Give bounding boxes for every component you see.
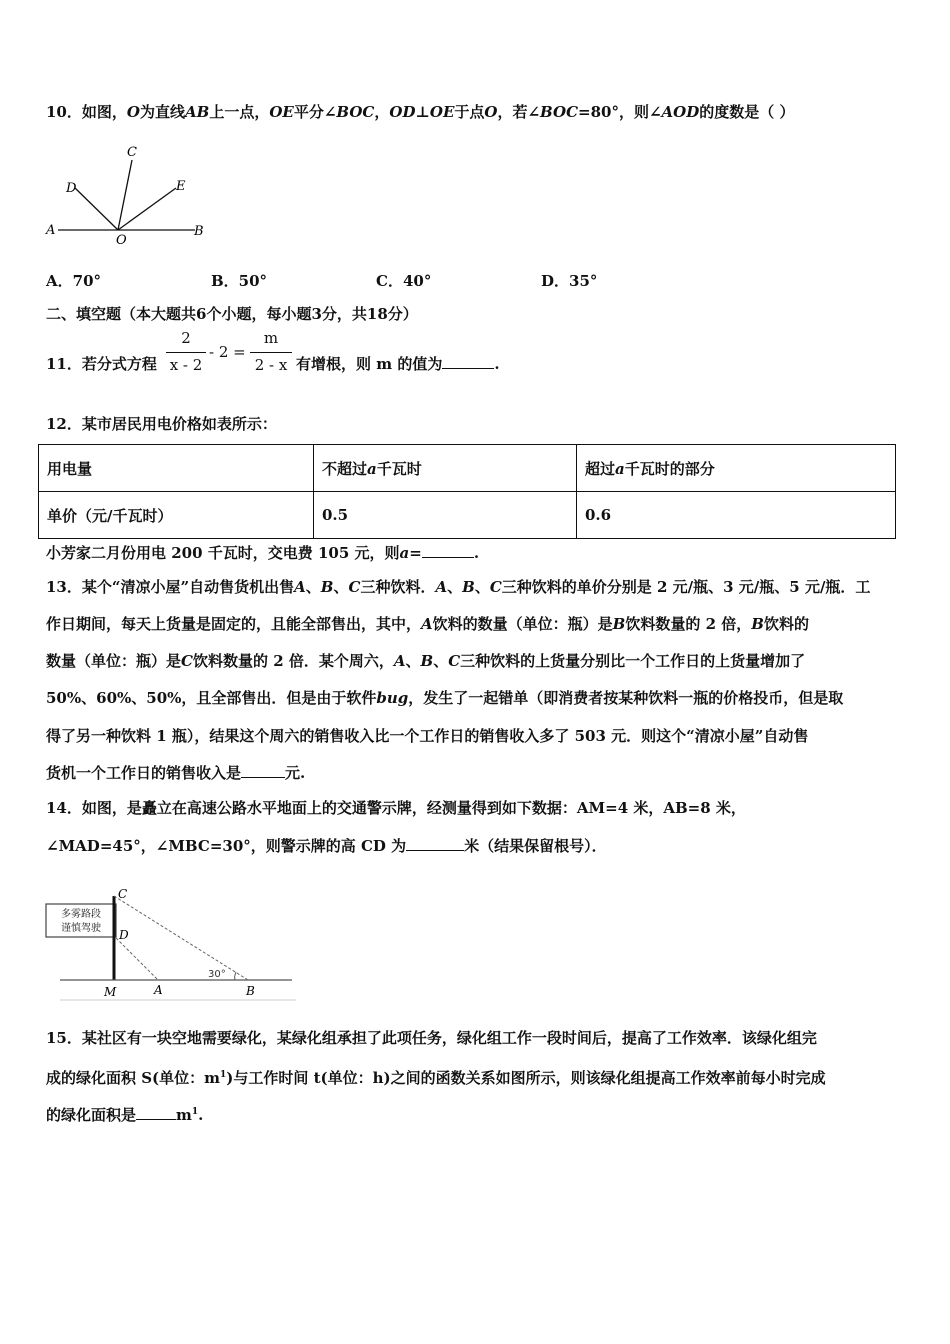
q13-line3: [46, 651, 805, 671]
q10-var: OE: [429, 103, 455, 121]
q13-text: 三种饮料的上货量分别比一个工作日的上货量增加了: [460, 652, 806, 670]
ray-oc: [118, 160, 132, 230]
q11-frac1-bar: [166, 352, 206, 353]
q10-text: 的度数是（ ）: [699, 103, 795, 121]
q12-text: 小芳家二月份用电 200 千瓦时，交电费 105 元，则: [46, 544, 400, 562]
q13-var: B: [462, 578, 475, 596]
q13-text: 饮料数量的 2 倍，: [625, 615, 752, 633]
q13-text: 饮料的数量（单位：瓶）是: [432, 615, 613, 633]
q13-text: 、: [433, 652, 449, 670]
q13-var: B: [751, 615, 764, 633]
q11-text: 若分式方程: [81, 355, 157, 373]
q14-text: 米（结果保留根号）．: [464, 837, 607, 855]
q10-text: 于点: [454, 103, 485, 121]
q13-text: 、: [447, 578, 463, 596]
q11-middle: - 2 =: [209, 343, 246, 361]
cell-text: 千瓦时: [376, 459, 422, 478]
q14-answer-blank[interactable]: [406, 836, 464, 851]
q11-text: .: [494, 355, 500, 373]
q13-var: C: [489, 578, 502, 596]
sign-text-1: 多雾路段: [61, 909, 101, 920]
q13-line4: [46, 688, 843, 708]
table-cell: 0.5: [314, 492, 577, 539]
q13-text: ，发生了一起错单（即消费者按某种饮料一瓶的价格投币，但是取: [408, 689, 844, 707]
q13-var: bug: [376, 689, 409, 707]
q11-number: 11．: [46, 355, 82, 373]
label-a: A: [154, 983, 163, 997]
q12-answer-blank[interactable]: [422, 543, 474, 558]
q13-var: A: [393, 652, 406, 670]
q13-var: B: [420, 652, 434, 670]
cell-text: 超过: [585, 459, 616, 478]
q10-var: OE: [269, 103, 294, 121]
q15-sup: 1: [220, 1070, 227, 1080]
q12-var: a: [399, 544, 410, 562]
q13-text: 、: [305, 578, 321, 596]
q13-text: 、: [333, 578, 349, 596]
q12-text: =: [409, 544, 422, 562]
label-b: B: [246, 984, 255, 998]
q13-text: 三种饮料．: [360, 578, 436, 596]
q14-line2: [46, 836, 607, 856]
q10-option-c[interactable]: C．40°: [376, 272, 432, 290]
cell-text: 不超过: [322, 459, 368, 478]
label-m: M: [104, 985, 117, 999]
q15-sup: 1: [191, 1107, 199, 1117]
q10-text: ，: [374, 103, 390, 121]
label-c: C: [118, 887, 128, 901]
label-d: D: [66, 181, 77, 196]
q12-text: .: [473, 544, 480, 562]
q11-frac2-num: m: [263, 329, 279, 347]
q13-var: C: [448, 652, 461, 670]
q13-text: 、: [474, 578, 490, 596]
q13-text: 饮料数量的 2 倍．某个周六，: [192, 652, 394, 670]
q15-line1: 15．某社区有一块空地需要绿化，某绿化组承担了此项任务，绿化组工作一段时间后，提高了工作效率．该绿化组完: [46, 1029, 817, 1047]
q11-frac1-den: x - 2: [169, 356, 203, 374]
q10-number: 10．: [46, 103, 82, 121]
q15-line2: [46, 1065, 826, 1088]
q13-var: B: [320, 578, 334, 596]
q13-text: 13．某个“清凉小屋”自动售货机出售: [46, 578, 295, 596]
q13-var: C: [181, 652, 193, 670]
q13-var: A: [421, 615, 433, 633]
q13-var: A: [294, 578, 306, 596]
q13-text: 50%、60%、50%，且全部售出．但是由于软件: [46, 689, 377, 707]
q10-var: OD: [389, 103, 416, 121]
q13-text: 数量（单位：瓶）是: [46, 652, 182, 670]
q10-var: AOD: [661, 103, 700, 121]
ray-od: [75, 188, 118, 230]
cell-var: a: [367, 459, 377, 478]
q13-var: A: [435, 578, 448, 596]
q13-line1: [46, 577, 870, 597]
q15-text: 的绿化面积是: [46, 1106, 137, 1124]
q10-var: O: [484, 103, 498, 121]
table-cell: 单价（元/千瓦时）: [39, 492, 314, 539]
sightline-ad: [116, 938, 158, 980]
q12-question: [46, 543, 479, 563]
q10-stem: [46, 102, 794, 122]
q13-var: C: [348, 578, 361, 596]
q10-option-d[interactable]: D．35°: [541, 272, 598, 290]
q11-answer-blank[interactable]: [442, 354, 494, 369]
sign-text-2: 谨慎驾驶: [61, 923, 101, 934]
q12-intro: 12．某市居民用电价格如表所示：: [46, 415, 277, 433]
q15-text: )与工作时间 t(单位：h)之间的函数关系如图所示，则该绿化组提高工作效率前每小时完成: [226, 1069, 826, 1087]
q13-line6: [46, 763, 305, 783]
q13-text: 作日期间，每天上货量是固定的，且能全部售出，其中，: [46, 615, 422, 633]
q11-lead: [46, 354, 157, 374]
q14-text: ∠MAD=45°，∠MBC=30°，则警示牌的高 CD 为: [46, 837, 407, 855]
q11-tail: [296, 354, 500, 374]
q10-text: 为直线: [139, 103, 185, 121]
label-d: D: [119, 928, 129, 942]
q13-text: 元.: [285, 764, 306, 782]
angle-arc: [235, 972, 236, 980]
cell-text: 千瓦时的部分: [624, 459, 715, 478]
section-title: 二、填空题（本大题共6个小题，每小题3分，共18分）: [46, 305, 418, 323]
q15-answer-blank[interactable]: [136, 1105, 176, 1120]
table-cell: 用电量: [39, 445, 314, 492]
table-cell: [577, 445, 896, 492]
q10-text: ⊥: [415, 103, 430, 121]
label-c: C: [127, 145, 137, 160]
q15-text: .: [198, 1106, 204, 1124]
price-table: [38, 444, 896, 539]
table-row: [39, 492, 896, 539]
ray-oe: [118, 188, 176, 230]
q11-frac1-num: 2: [181, 329, 191, 347]
q13-line2: [46, 614, 809, 634]
q10-text: 如图，: [81, 103, 127, 121]
q10-option-b[interactable]: B．50°: [211, 272, 268, 290]
q13-text: 货机一个工作日的销售收入是: [46, 764, 242, 782]
q10-var: BOC: [336, 103, 375, 121]
q10-angle-figure: [40, 140, 220, 250]
label-o: O: [116, 233, 127, 248]
q10-text: 上一点，: [209, 103, 270, 121]
q10-option-a[interactable]: A．70°: [46, 272, 102, 290]
cell-var: a: [615, 459, 625, 478]
q15-text: 成的绿化面积 S(单位：m: [46, 1069, 221, 1087]
label-b: B: [194, 224, 204, 239]
q10-text: ，若∠: [497, 103, 541, 121]
q13-line5: 得了另一种饮料 1 瓶），结果这个周六的销售收入比一个工作日的销售收入多了 503 元．则这个“清凉小屋”自动售: [46, 727, 809, 745]
q13-var: B: [612, 615, 626, 633]
q11-frac2-bar: [250, 352, 292, 353]
q10-var: BOC: [540, 103, 579, 121]
q13-answer-blank[interactable]: [241, 763, 285, 778]
q10-text: =80°，则∠: [578, 103, 662, 121]
q10-text: 平分∠: [293, 103, 337, 121]
q10-var: O: [126, 103, 140, 121]
q13-text: 三种饮料的单价分别是 2 元/瓶、3 元/瓶、5 元/瓶．工: [501, 578, 871, 596]
q14-sign-figure: [40, 882, 302, 1007]
q10-var: AB: [184, 103, 210, 121]
q14-line1: 14．如图，是矗立在高速公路水平地面上的交通警示牌，经测量得到如下数据：AM=4 米，AB=8 米，: [46, 799, 746, 817]
table-cell: 0.6: [577, 492, 896, 539]
q15-line3: [46, 1102, 203, 1125]
q13-text: 饮料的: [763, 615, 809, 633]
sightline-bc: [114, 896, 248, 980]
q11-frac2-den: 2 - x: [254, 356, 288, 374]
table-row: [39, 445, 896, 492]
q13-text: 、: [405, 652, 421, 670]
label-a: A: [46, 223, 56, 238]
table-cell: [314, 445, 577, 492]
angle-label: 30°: [208, 969, 226, 980]
q11-text: 有增根，则 m 的值为: [296, 355, 443, 373]
q15-text: m: [176, 1106, 192, 1124]
label-e: E: [176, 179, 186, 194]
